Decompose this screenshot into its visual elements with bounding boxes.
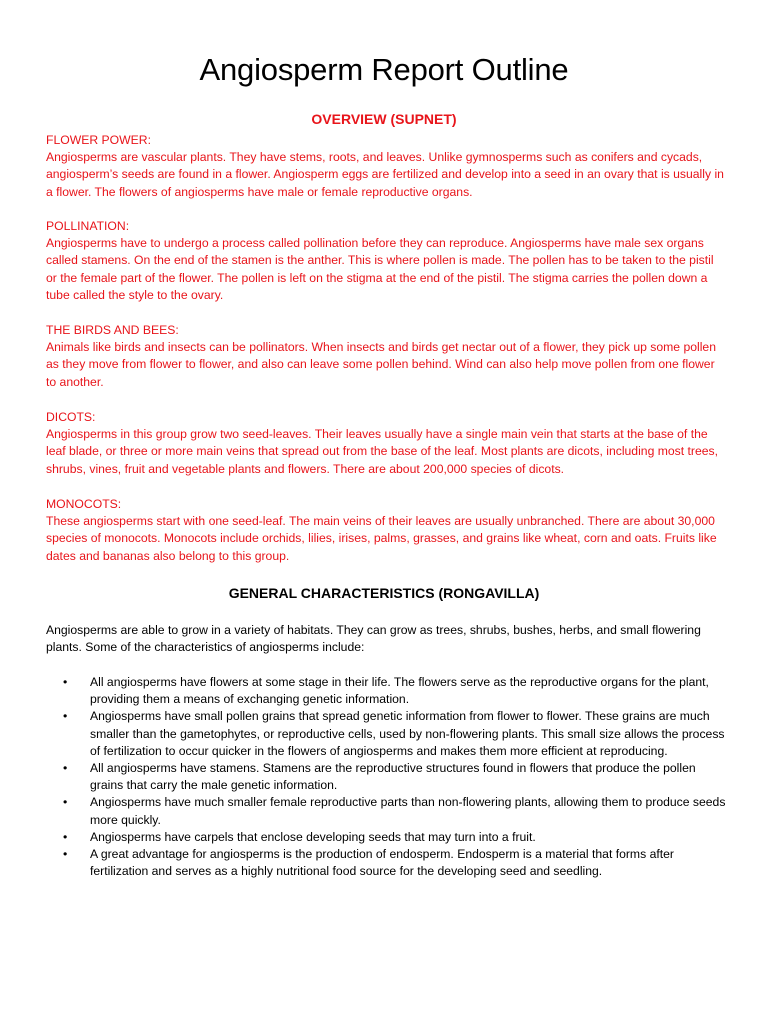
- list-item-text: Angiosperms have carpels that enclose developing seeds that may turn into a fruit.: [90, 829, 536, 844]
- section-birds-and-bees: [46, 322, 726, 391]
- list-item-text: Angiosperms have small pollen grains that spread genetic information from flower to flower. These grains are much smaller than the gametophytes, or reproductive cells, used by non-flowering plants. This small size allows the process of fertilization to occur quicker in the flowers of angiosperms and makes them more efficient at reproducing.: [90, 709, 725, 758]
- section-monocots: [46, 496, 726, 565]
- section-flower-power: [46, 132, 726, 201]
- section-label: THE BIRDS AND BEES:: [46, 323, 179, 337]
- general-intro-paragraph: Angiosperms are able to grow in a variety of habitats. They can grow as trees, shrubs, bushes, herbs, and small flowering plants. Some of the characteristics of angiosperms include:: [46, 623, 701, 655]
- list-item-text: All angiosperms have flowers at some stage in their life. The flowers serve as the reproductive organs for the plant, providing them a means of exchanging genetic information.: [90, 675, 709, 707]
- section-pollination: [46, 218, 726, 304]
- general-characteristics-heading: GENERAL CHARACTERISTICS (RONGAVILLA): [228, 585, 540, 601]
- section-label: MONOCOTS:: [46, 497, 122, 511]
- section-text: These angiosperms start with one seed-leaf. The main veins of their leaves are usually unbranched. There are about 30,000 species of monocots. Monocots include orchids, lilies, irises, palms, grasses, and grains like wheat, corn and oats. Fruits like dates and bananas also belong to this group.: [46, 514, 717, 563]
- list-item: [46, 846, 726, 880]
- list-item: [46, 829, 726, 846]
- section-label: FLOWER POWER:: [46, 133, 151, 147]
- list-item-text: All angiosperms have stamens. Stamens are the reproductive structures found in flowers that produce the pollen grains that carry the male genetic information.: [90, 761, 696, 793]
- bullet-icon: •: [63, 847, 68, 862]
- document-title: Angiosperm Report Outline: [199, 52, 569, 87]
- section-text: Angiosperms have to undergo a process called pollination before they can reproduce. Angiosperms have male sex organs called stamens. On the end of the stamen is the anther. This is where pollen is made. The pollen has to be taken to the pistil or the female part of the flower. The pollen is left on the stigma at the end of the pistil. The stigma carries the pollen down a tube called the style to the ovary.: [46, 236, 714, 302]
- characteristics-list: [46, 674, 726, 880]
- list-item: [46, 674, 726, 708]
- list-item: [46, 760, 726, 794]
- section-text: Animals like birds and insects can be pollinators. When insects and birds get nectar out of a flower, they pick up some pollen as they move from flower to flower, and also can leave some pollen behind. Wind can also help move pollen from one flower to another.: [46, 340, 716, 389]
- list-item-text: A great advantage for angiosperms is the production of endosperm. Endosperm is a material that forms after fertilization and serves as a highly nutritional food source for the developing seed and seedling.: [90, 847, 674, 879]
- list-item: [46, 794, 726, 828]
- bullet-icon: •: [63, 709, 68, 724]
- bullet-icon: •: [63, 795, 68, 810]
- section-text: Angiosperms in this group grow two seed-leaves. Their leaves usually have a single main vein that starts at the base of the leaf blade, or three or more main veins that spread out from the base of the leaf. Most plants are dicots, including most trees, shrubs, vines, fruit and vegetable plants and flowers. There are about 200,000 species of dicots.: [46, 427, 719, 476]
- bullet-icon: •: [63, 829, 68, 844]
- overview-heading: OVERVIEW (SUPNET): [311, 111, 457, 127]
- bullet-icon: •: [63, 675, 68, 689]
- list-item-text: Angiosperms have much smaller female reproductive parts than non-flowering plants, allowing them to produce seeds more quickly.: [90, 795, 726, 827]
- bullet-icon: •: [63, 761, 68, 776]
- list-item: [46, 708, 726, 760]
- section-dicots: [46, 409, 726, 478]
- section-label: POLLINATION:: [46, 219, 130, 233]
- section-label: DICOTS:: [46, 410, 96, 424]
- section-text: Angiosperms are vascular plants. They have stems, roots, and leaves. Unlike gymnosperms such as conifers and cycads, angiosperm’s seeds are found in a flower. Angiosperm eggs are fertilized and develop into a seed in an ovary that is usually in a flower. The flowers of angiosperms have male or female reproductive organs.: [46, 150, 724, 199]
